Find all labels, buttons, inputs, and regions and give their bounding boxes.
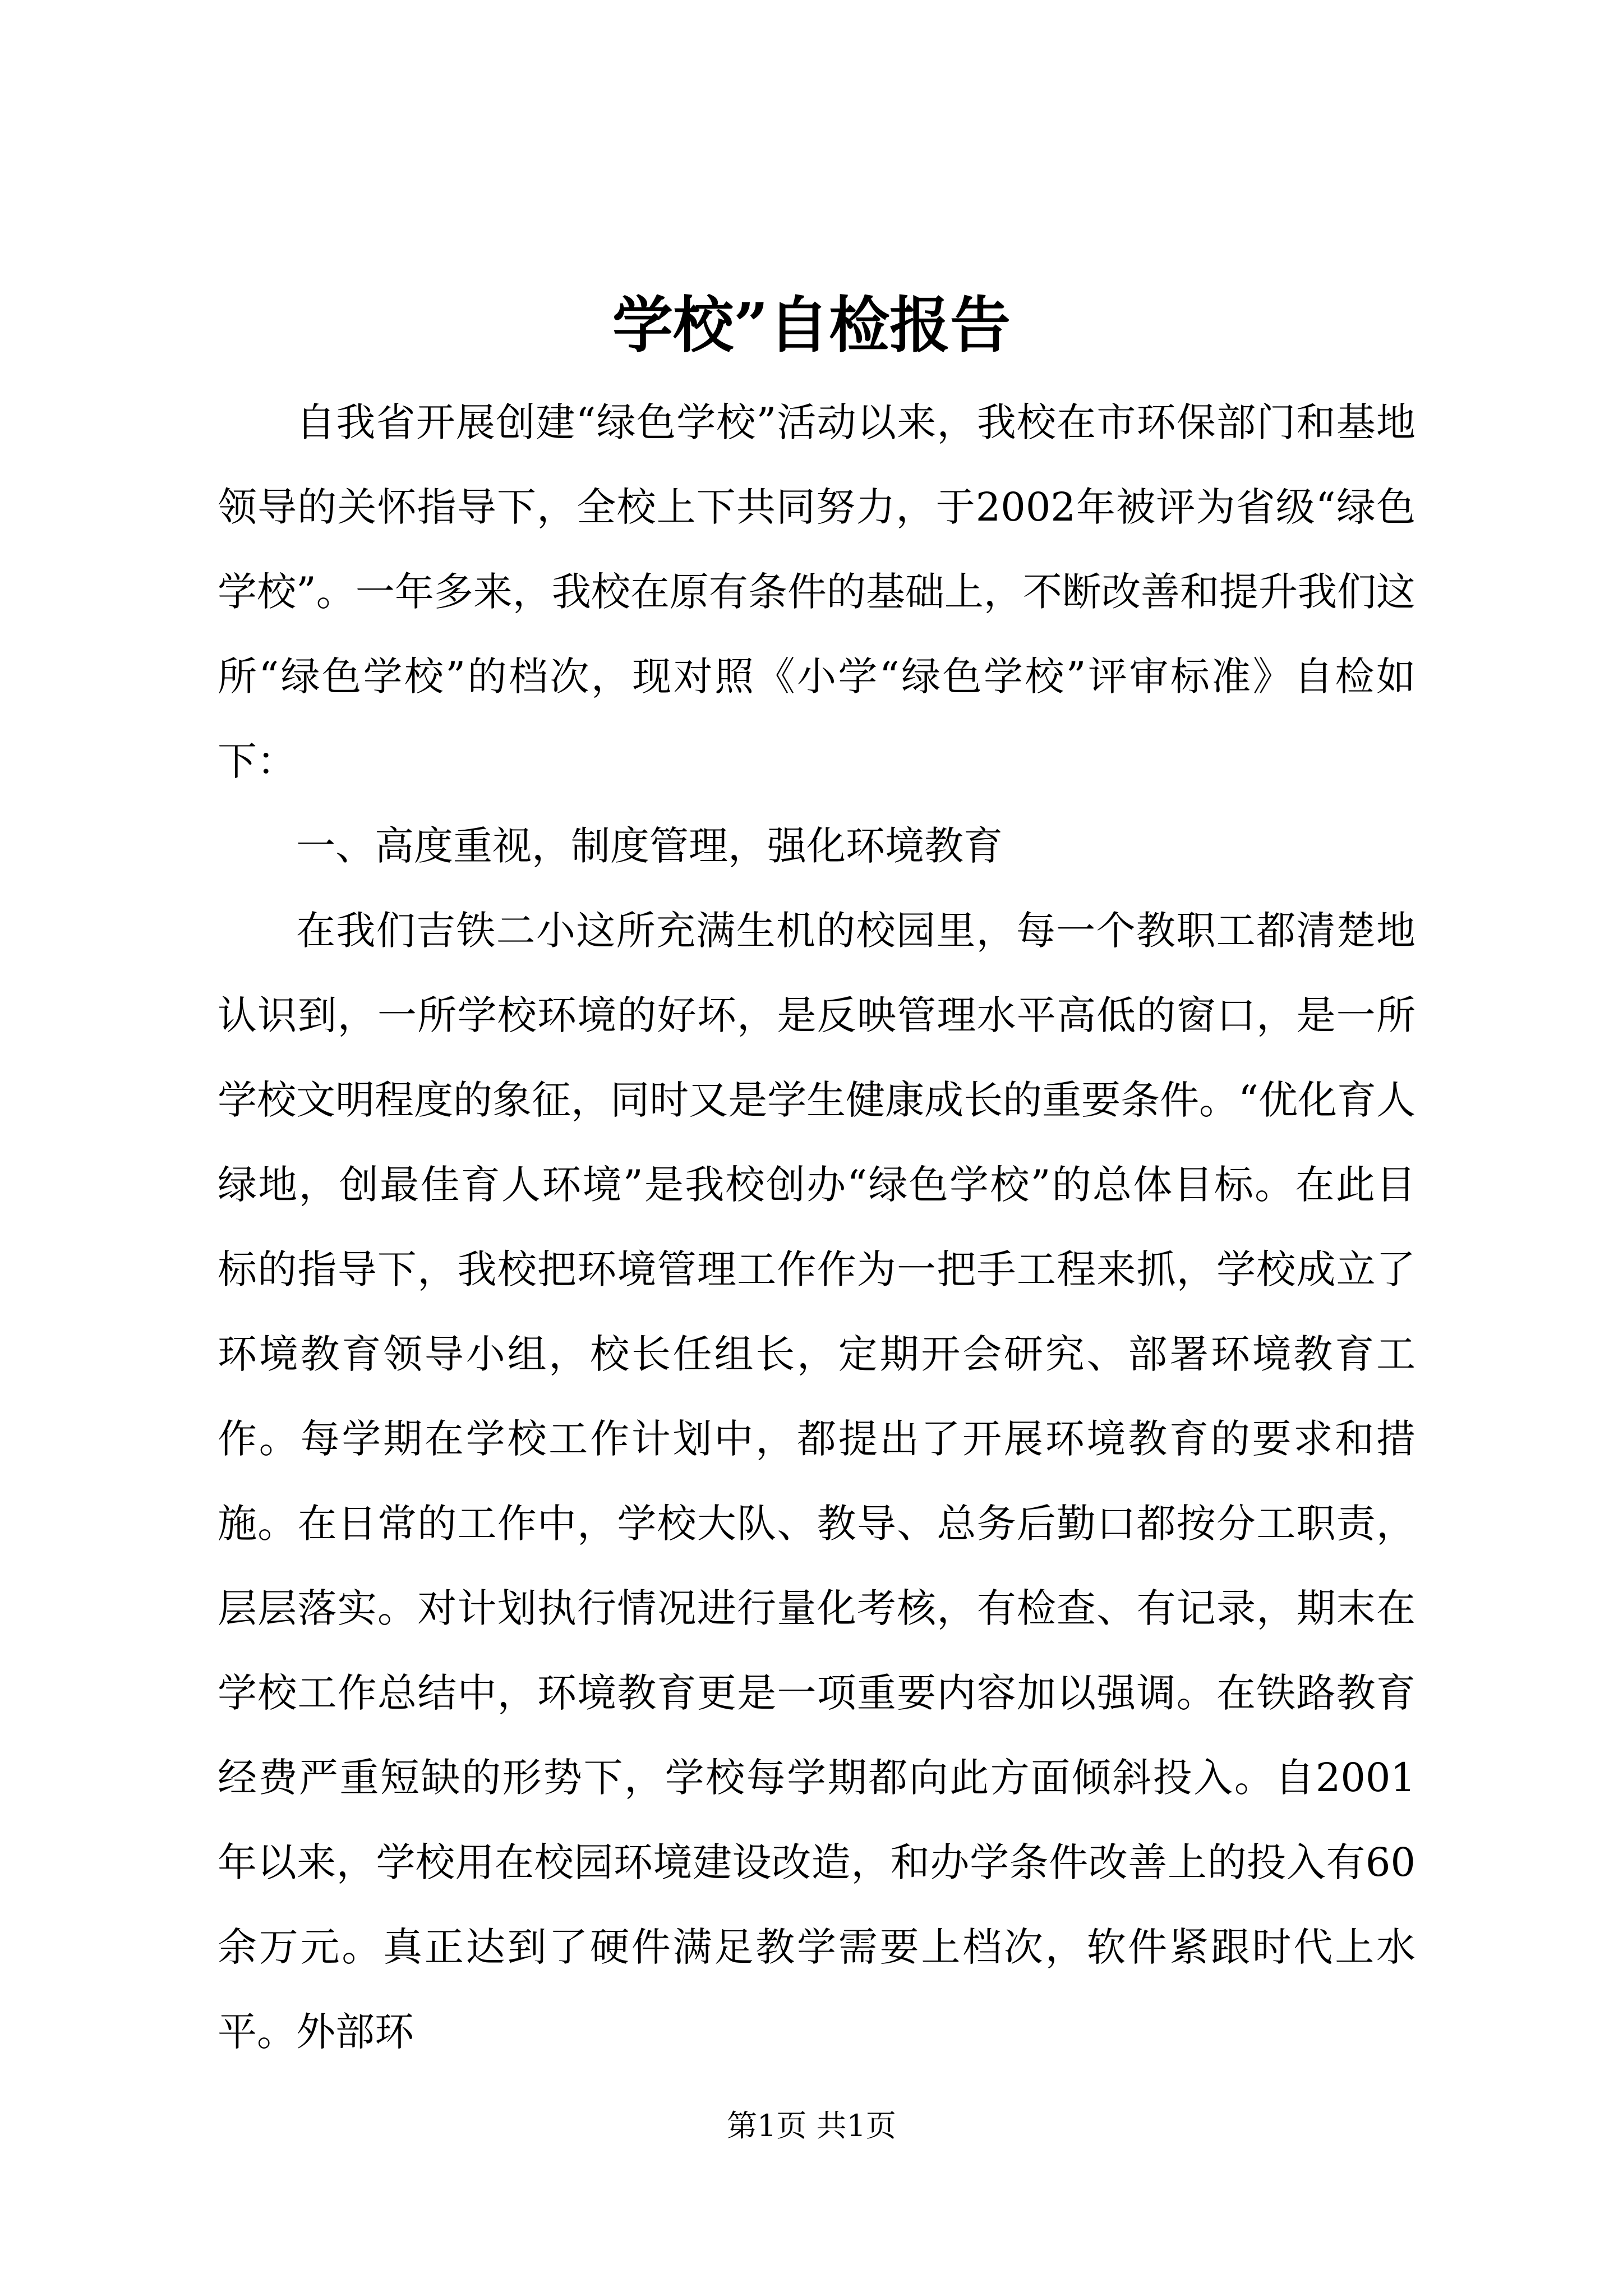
paragraph-intro: 自我省开展创建“绿色学校”活动以来，我校在市环保部门和基地领导的关怀指导下，全校上下共同努力，于2002年被评为省级“绿色学校”。一年多来，我校在原有条件的基础上，不断改善和提升我们这所“绿色学校”的档次，现对照《小学“绿色学校”评审标准》自检如下： bbox=[218, 399, 1415, 784]
page-footer: 第1页 共1页 bbox=[727, 2108, 896, 2143]
document-body bbox=[218, 380, 1415, 2074]
paragraph-section-1: 在我们吉铁二小这所充满生机的校园里，每一个教职工都清楚地认识到，一所学校环境的好坏，是反映管理水平高低的窗口，是一所学校文明程度的象征，同时又是学生健康成长的重要条件。“优化育人绿地，创最佳育人环境”是我校创办“绿色学校”的总体目标。在此目标的指导下，我校把环境管理工作作为一把手工程来抓，学校成立了环境教育领导小组，校长任组长，定期开会研究、部署环境教育工作。每学期在学校工作计划中，都提出了开展环境教育的要求和措施。在日常的工作中，学校大队、教导、总务后勤口都按分工职责，层层落实。对计划执行情况进行量化考核，有检查、有记录，期末在学校工作总结中，环境教育更是一项重要内容加以强调。在铁路教育经费严重短缺的形势下，学校每学期都向此方面倾斜投入。自2001年以来，学校用在校园环境建设改造，和办学条件改善上的投入有60余万元。真正达到了硬件满足教学需要上档次，软件紧跟时代上水平。外部环 bbox=[218, 908, 1415, 2055]
document-title: 学校”自检报告 bbox=[612, 290, 1011, 361]
section-heading-1: 一、高度重视，制度管理，强化环境教育 bbox=[296, 823, 1003, 869]
